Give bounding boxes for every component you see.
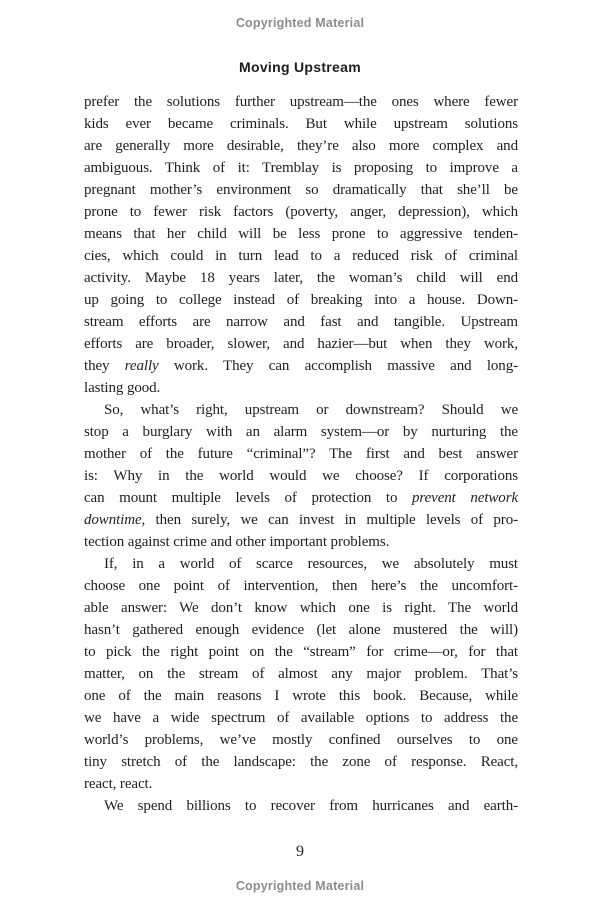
text-line: mother of the future “criminal”? The first and best answer [84,446,518,462]
text-line: downtime, then surely, we can invest in multiple levels of pro- [84,512,518,528]
text-line: stop a burglary with an alarm system—or by nurturing the [84,424,518,440]
text-line: to pick the right point on the “stream” for crime—or, for that [84,644,518,660]
text-line: means that her child will be less prone to aggressive tenden- [84,226,518,242]
text-line: one of the main reasons I wrote this book. Because, while [84,688,518,704]
text-line: is: Why in the world would we choose? If corporations [84,468,518,484]
text-line: react, react. [84,776,153,792]
text-line: So, what’s right, upstream or downstream? Should we [104,402,518,418]
text-line: matter, on the stream of almost any major problem. That’s [84,666,518,682]
body-text [84,91,518,817]
text-line: prefer the solutions further upstream—the ones where fewer [84,94,518,110]
running-head: Moving Upstream [239,59,361,75]
text-line: We spend billions to recover from hurricanes and earth- [104,798,518,814]
text-line: pregnant mother’s environment so dramatically that she’ll be [84,182,518,198]
text-line: kids ever became criminals. But while upstream solutions [84,116,518,132]
text-line: tiny stretch of the landscape: the zone of response. React, [84,754,518,770]
text-line: hasn’t gathered enough evidence (let alone mustered the will) [84,622,518,638]
text-line: are generally more desirable, they’re also more complex and [84,138,518,154]
text-line: able answer: We don’t know which one is right. The world [84,600,518,616]
text-line: they really work. They can accomplish massive and long- [84,358,518,374]
text-line: choose one point of intervention, then here’s the uncomfort- [84,578,518,594]
text-line: lasting good. [84,380,161,396]
text-line: world’s problems, we’ve mostly confined ourselves to one [84,732,518,748]
text-line: can mount multiple levels of protection to prevent network [84,490,518,506]
text-line: tection against crime and other important problems. [84,534,390,550]
text-line: up going to college instead of breaking into a house. Down- [84,292,518,308]
text-line: If, in a world of scarce resources, we absolutely must [104,556,518,572]
text-line: prone to fewer risk factors (poverty, anger, depression), which [84,204,518,220]
text-line: ambiguous. Think of it: Tremblay is proposing to improve a [84,160,518,176]
text-line: efforts are broader, slower, and hazier—but when they work, [84,336,518,352]
text-line: cies, which could in turn lead to a reduced risk of criminal [84,248,518,264]
page-number: 9 [296,843,304,860]
text-line: activity. Maybe 18 years later, the woman’s child will end [84,270,518,286]
copyright-notice-bottom: Copyrighted Material [235,879,365,893]
copyright-notice-top: Copyrighted Material [235,16,365,30]
text-line: we have a wide spectrum of available options to address the [84,710,518,726]
text-line: stream efforts are narrow and fast and tangible. Upstream [84,314,518,330]
